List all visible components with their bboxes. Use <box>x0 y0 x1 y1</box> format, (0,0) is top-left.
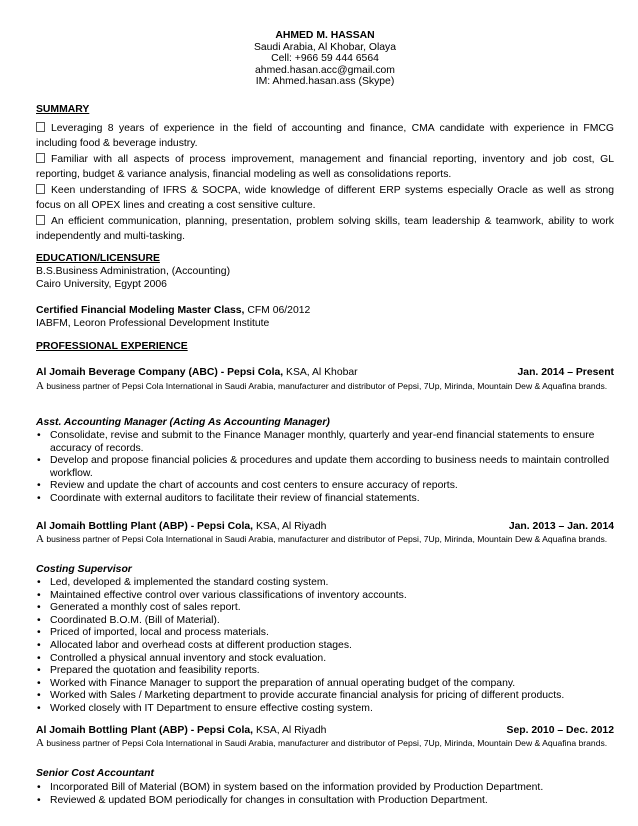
summary-heading: SUMMARY <box>36 104 90 115</box>
school: Cairo University, Egypt 2006 <box>36 279 167 290</box>
location: Saudi Arabia, Al Khobar, Olaya <box>253 41 397 53</box>
list-item: • Maintained effective control over various classifications of inventory accounts. <box>36 590 614 603</box>
list-item: • Develop and propose financial policies & procedures and update them according to business needs to maintain controlled workflow. <box>36 455 614 480</box>
company-description: A business partner of Pepsi Cola International in Saudi Arabia, manufacturer and distributor of Pepsi, 7Up, Mirinda, Mountain Dew & Aquafina brands. <box>36 380 608 392</box>
job-header <box>36 521 614 532</box>
list-item: • Worked closely with IT Department to ensure effective costing system. <box>36 703 614 716</box>
company: Al Jomaih Beverage Company (ABC) - Pepsi Cola, KSA, Al Khobar <box>36 367 358 378</box>
list-item: • Incorporated Bill of Material (BOM) in system based on the information provided by Production Department. <box>36 782 614 795</box>
list-item: • Priced of imported, local and process materials. <box>36 627 614 640</box>
list-item: • Reviewed & updated BOM periodically for changes in consultation with Production Department. <box>36 795 614 808</box>
list-item: • Prepared the quotation and feasibility reports. <box>36 665 614 678</box>
summary-item: Leveraging 8 years of experience in the field of accounting and finance, CMA candidate with experience in FMCG including food & beverage industry. <box>36 123 614 149</box>
list-item: • Worked with Sales / Marketing department to provide accurate financial analysis for pricing of different products. <box>36 690 614 703</box>
responsibility-list <box>36 577 614 716</box>
company: Al Jomaih Bottling Plant (ABP) - Pepsi Cola, KSA, Al Riyadh <box>36 725 327 736</box>
contact-header <box>36 30 614 88</box>
list-item: • Led, developed & implemented the standard costing system. <box>36 577 614 590</box>
summary-item: An efficient communication, planning, presentation, problem solving skills, team leadership & teamwork, ability to work independently and multi-tasking. <box>36 216 614 242</box>
checkbox-icon <box>36 122 45 132</box>
checkbox-icon <box>36 215 45 225</box>
job-dates: Jan. 2014 – Present <box>517 367 614 378</box>
checkbox-icon <box>36 153 45 163</box>
job-title: Senior Cost Accountant <box>36 768 154 779</box>
summary-item: Keen understanding of IFRS & SOCPA, wide knowledge of different ERP systems especially Oracle as well as strong focus on all OPEX lines and creating a cost sensitive culture. <box>36 185 614 211</box>
company-description: A business partner of Pepsi Cola International in Saudi Arabia, manufacturer and distributor of Pepsi, 7Up, Mirinda, Mountain Dew & Aquafina brands. <box>36 533 608 545</box>
phone: Cell: +966 59 444 6564 <box>271 53 379 65</box>
job-header <box>36 367 614 378</box>
job-title: Costing Supervisor <box>36 564 132 575</box>
candidate-name: AHMED M. HASSAN <box>275 30 375 41</box>
instant-messenger: IM: Ahmed.hasan.ass (Skype) <box>255 76 395 88</box>
company-description: A business partner of Pepsi Cola International in Saudi Arabia, manufacturer and distributor of Pepsi, 7Up, Mirinda, Mountain Dew & Aquafina brands. <box>36 737 608 749</box>
job-dates: Jan. 2013 – Jan. 2014 <box>508 521 614 532</box>
degree: B.S.Business Administration, (Accounting) <box>36 266 231 277</box>
checkbox-icon <box>36 184 45 194</box>
job-header <box>36 725 614 736</box>
responsibility-list <box>36 782 614 807</box>
responsibility-list <box>36 430 614 506</box>
summary-item: Familiar with all aspects of process improvement, management and financial reporting, inventory and job cost, GL reporting, budget & variance analysis, financial modeling as well as consolidations reports. <box>36 154 614 180</box>
list-item: • Controlled a physical annual inventory and stock evaluation. <box>36 653 614 666</box>
job-title: Asst. Accounting Manager (Acting As Accounting Manager) <box>36 417 330 428</box>
email: ahmed.hasan.acc@gmail.com <box>255 64 395 76</box>
list-item: • Coordinated B.O.M. (Bill of Material). <box>36 615 614 628</box>
certification: Certified Financial Modeling Master Class, CFM 06/2012 <box>36 305 311 316</box>
list-item: • Review and update the chart of accounts and cost centers to ensure accuracy of reports. <box>36 480 614 493</box>
list-item: • Generated a monthly cost of sales report. <box>36 602 614 615</box>
list-item: • Allocated labor and overhead costs at different production stages. <box>36 640 614 653</box>
education-heading: EDUCATION/LICENSURE <box>36 253 160 264</box>
experience-heading: PROFESSIONAL EXPERIENCE <box>36 341 188 352</box>
company: Al Jomaih Bottling Plant (ABP) - Pepsi Cola, KSA, Al Riyadh <box>36 521 327 532</box>
list-item: • Worked with Finance Manager to support the preparation of annual operating budget of the company. <box>36 678 614 691</box>
list-item: • Consolidate, revise and submit to the Finance Manager monthly, quarterly and year-end financial statements to ensure accuracy of records. <box>36 430 614 455</box>
job-dates: Sep. 2010 – Dec. 2012 <box>506 725 614 736</box>
certification-institute: IABFM, Leoron Professional Development Institute <box>36 318 270 329</box>
list-item: • Coordinate with external auditors to facilitate their review of financial statements. <box>36 493 614 506</box>
